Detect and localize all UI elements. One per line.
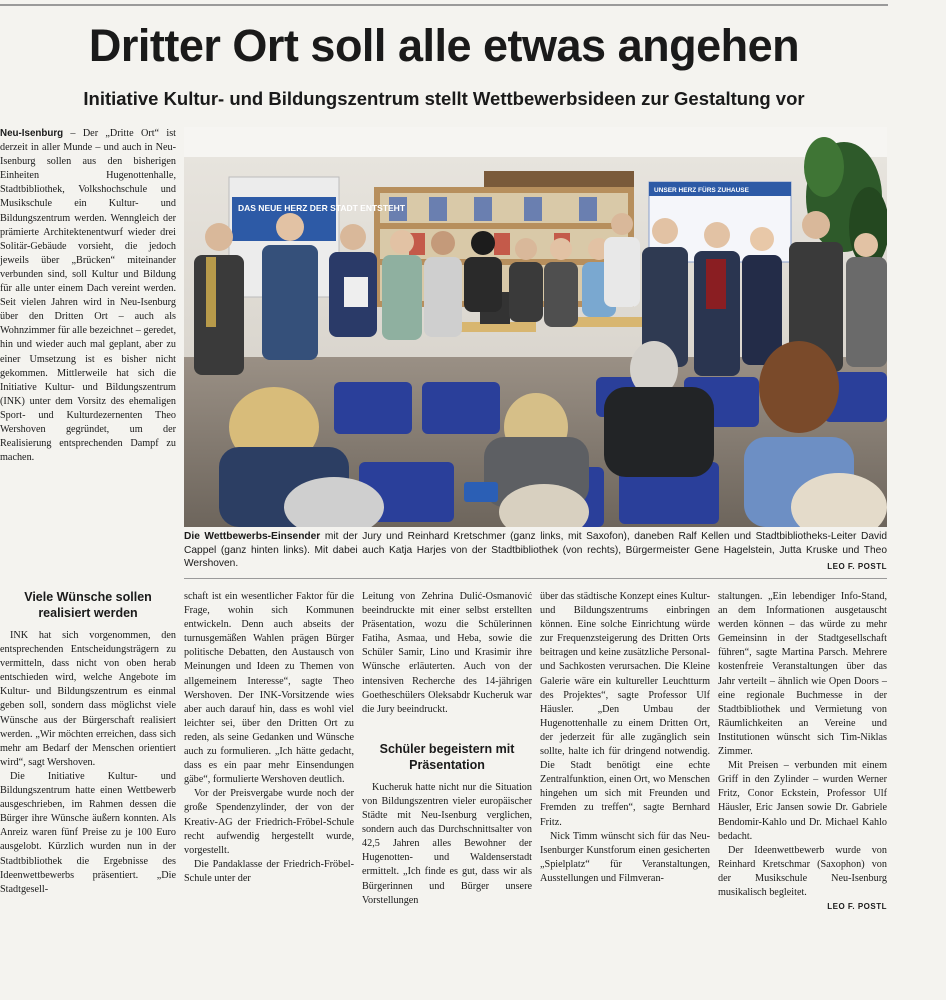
col2-paragraph-3: Die Pandaklasse der Friedrich-Fröbel-Schule unter der — [184, 858, 354, 884]
text-column-1 — [0, 583, 176, 1000]
col5-paragraph-1: staltungen. „Ein lebendiger Info-Stand, an dem Informationen ausgetauscht werden können – das würde zu mehr Gemeinsinn in der Stadtgesellschaft führen“, sagte Martina Parsch. Mehrere kostenfreie Veranstaltungen über das Jahr verteilt – ähnlich wie Open Doors – eine regionale Buchmesse in der Stadtbibliothek und Vermietung von Räumlichkeiten an Vereine und Institutionen wünscht sich Tim-Niklas Zimmer. — [718, 591, 887, 758]
photo-caption — [184, 530, 887, 571]
article-headline: Dritter Ort soll alle etwas angehen — [88, 20, 800, 71]
photo-credit: LEO F. POSTL — [827, 562, 887, 571]
col1-paragraph-1: INK hat sich vorgenommen, den entsprechenden Entscheidungsträgern zu vermitteln, dass nicht von oben herab entschieden wird, welche Angebote im Kultur- und Bildungszentrum es einmal geben soll, sondern dass möglichst viele Wünsche aus der Bürgerschaft realisiert werden. „Wir möchten erreichen, dass sich mehr am Bedarf der Menschen orientiert wird“, sagt Wershoven. — [0, 630, 176, 768]
text-column-3 — [362, 590, 532, 1000]
banner-right-text: UNSER HERZ FÜRS ZUHAUSE — [654, 187, 749, 194]
col2-paragraph-2: Vor der Preisvergabe wurde noch der große Spendenzylinder, der von der Kreativ-AG der Friedrich-Fröbel-Schule recht aufwendig hergestellt wurde, vorgestellt. — [184, 788, 354, 856]
intro-text: – Der „Dritte Ort“ ist derzeit in aller Munde – und auch in Neu-Isenburg sollen aus den bisherigen Einheiten Hugenottenhalle, Stadtbibliothek, Volkshochschule und Musikschule ein Kultur- und Bildungszentrum werden. Wenngleich der prämierte Architektenentwurf wieder drei Solitär-Gebäude vorsieht, die jedoch jeweils über „Brücken“ miteinander verbunden sind, soll Kultur und Bildung für alle unter einem Dach vereint werden. Seit vielen Jahren wird in Neu-Isenburg über den Dritten Ort – auch als Wohnzimmer für alle bezeichnet – geredet, hin und wieder auch mal geplant, aber zu einer Umsetzung ist es bisher nicht gekommen. Mittlerweile hat sich die Initiative Kultur- und Bildungszentrum (INK) unter dem Vorsitz des ehemaligen Sport- und Kulturdezernenten Theo Wershoven gegründet, um der Realisierung entsprechenden Dampf zu machen. — [0, 128, 176, 464]
caption-divider — [184, 578, 887, 579]
article-photo — [184, 127, 887, 527]
subhead-students: Schüler begeistern mit Präsentation — [379, 741, 515, 772]
col5-paragraph-3: Der Ideenwettbewerb wurde von Reinhard Kretschmar (Saxophon) von der Musikschule Neu-Isenburg musikalisch begleitet. — [718, 844, 887, 898]
top-rule — [0, 4, 888, 6]
group-photo — [184, 127, 887, 527]
article-subheadline: Initiative Kultur- und Bildungszentrum stellt Wettbewerbsideen zur Gestaltung vor — [83, 88, 805, 109]
subhead-wishes: Viele Wünsche sollen realisiert werden — [24, 590, 152, 620]
author-credit: LEO F. POSTL — [827, 902, 887, 912]
col4-paragraph-2: Nick Timm wünscht sich für das Neu-Isenburger Kunstforum einen gesicherten „Spielplatz“ für Veranstaltungen, Ausstellungen und Filmveran- — [540, 830, 710, 884]
text-column-4 — [540, 590, 710, 1000]
text-column-5 — [718, 590, 887, 1000]
text-column-2 — [184, 590, 354, 1000]
col3-paragraph-2: Kucheruk hatte nicht nur die Situation von Bildungszentren vieler europäischer Städte mit Neu-Isenburg verglichen, sondern auch das Durchschnittsalter von 42,5 Jahren alles Bewohner der Hugenotten- und Waldenserstadt ermittelt. „Ich finde es gut, dass wir als Bürgerinnen und Bürger unsere Vorstellungen — [362, 781, 532, 906]
caption-lead: Die Wettbewerbs-Einsender — [184, 531, 321, 542]
col3-paragraph-1: Leitung von Zehrina Dulić-Osmanović beeindruckte mit einer selbst erstellten Präsentation, wozu die Schülerinnen Fatiha, Asmaa, und Heba, sowie die Schüler Samir, Lino und Krasimir ihre Wünsche erläuterten. Auch von der intensiven Recherche des 14-jährigen Goetheschülers Oleksabdr Kucheruk war die Jury beeindruckt. — [362, 591, 532, 715]
col2-paragraph-1: schaft ist ein wesentlicher Faktor für die Frage, wohin sich Kommunen entwickeln. Denn auch abseits der turnusgemäßen Wahlen prägen Bürger politische Debatten, den Austausch von Meinungen und Ideen zu Themen von allgemeinem Interesse“, sagte Theo Wershoven. Der INK-Vorsitzende wies aber auch darauf hin, dass es wohl viel leichter sei, über den Dritten Ort zu reden, als seine Gedanken und Wünsche auch zu formulieren. „Ich hätte gedacht, dass es ein paar mehr Einsendungen gäbe“, formulierte Wershoven deutlich. — [184, 591, 354, 786]
col5-paragraph-2: Mit Preisen – verbunden mit einem Griff in den Zylinder – wurden Werner Fritz, Conor Eckstein, Professor Ulf Häusler, Eric Jansen sowie Dr. Gabriele Bendomir-Kahlo und Dr. Michael Kahlo bedacht. — [718, 760, 887, 842]
col1-paragraph-2: Die Initiative Kultur- und Bildungszentrum hatte einen Wettbewerb ausgeschrieben, im Rahmen dessen die Bürger ihre Wünsche äußern konnten. Als Anreiz waren fünf Preise zu je 100 Euro ausgelobt. Kürzlich wurden nun in der Stadtbibliothek die Ergebnisse des Ideenwettbewerbs präsentiert. „Die Stadtgesell- — [0, 770, 176, 895]
caption-text: mit der Jury und Reinhard Kretschmer (ganz links, mit Saxofon), daneben Ralf Kellen und Stadtbibliotheks-Leiter David Cappel (ganz hinten links). Mit dabei auch Katja Harjes von der Stadtbibliothek (von rechts), Bürgermeister Gene Hagelstein, Jutta Kruske und Theo Wershoven. — [184, 531, 888, 570]
banner-left-text: DAS NEUE HERZ DER STADT ENTSTEHT — [238, 203, 406, 213]
dateline: Neu-Isenburg — [0, 128, 64, 139]
intro-column — [0, 127, 176, 575]
col4-paragraph-1: über das städtische Konzept eines Kultur- und Bildungszentrums einbringen können. Eine solche Einrichtung würde zur Frequenzsteigerung des Dritten Orts beitragen und keine zusätzliche Personal- und Sachkosten verursachen. Die Kleine Galerie wäre ein kultureller Leuchtturm des Projektes“, sagte Professor Ulf Häusler. „Den Umbau der Hugenottenhalle zu einem Dritten Ort, der jederzeit für alle zugänglich sein sollte, halte ich für dringend notwendig. Die Stadt benötigt eine echte Zentralfunktion, einen Ort, wo Menschen hingehen um sich mit Freunden und Fremden zu treffen“, sagte Bernhard Fritz. — [540, 591, 710, 828]
